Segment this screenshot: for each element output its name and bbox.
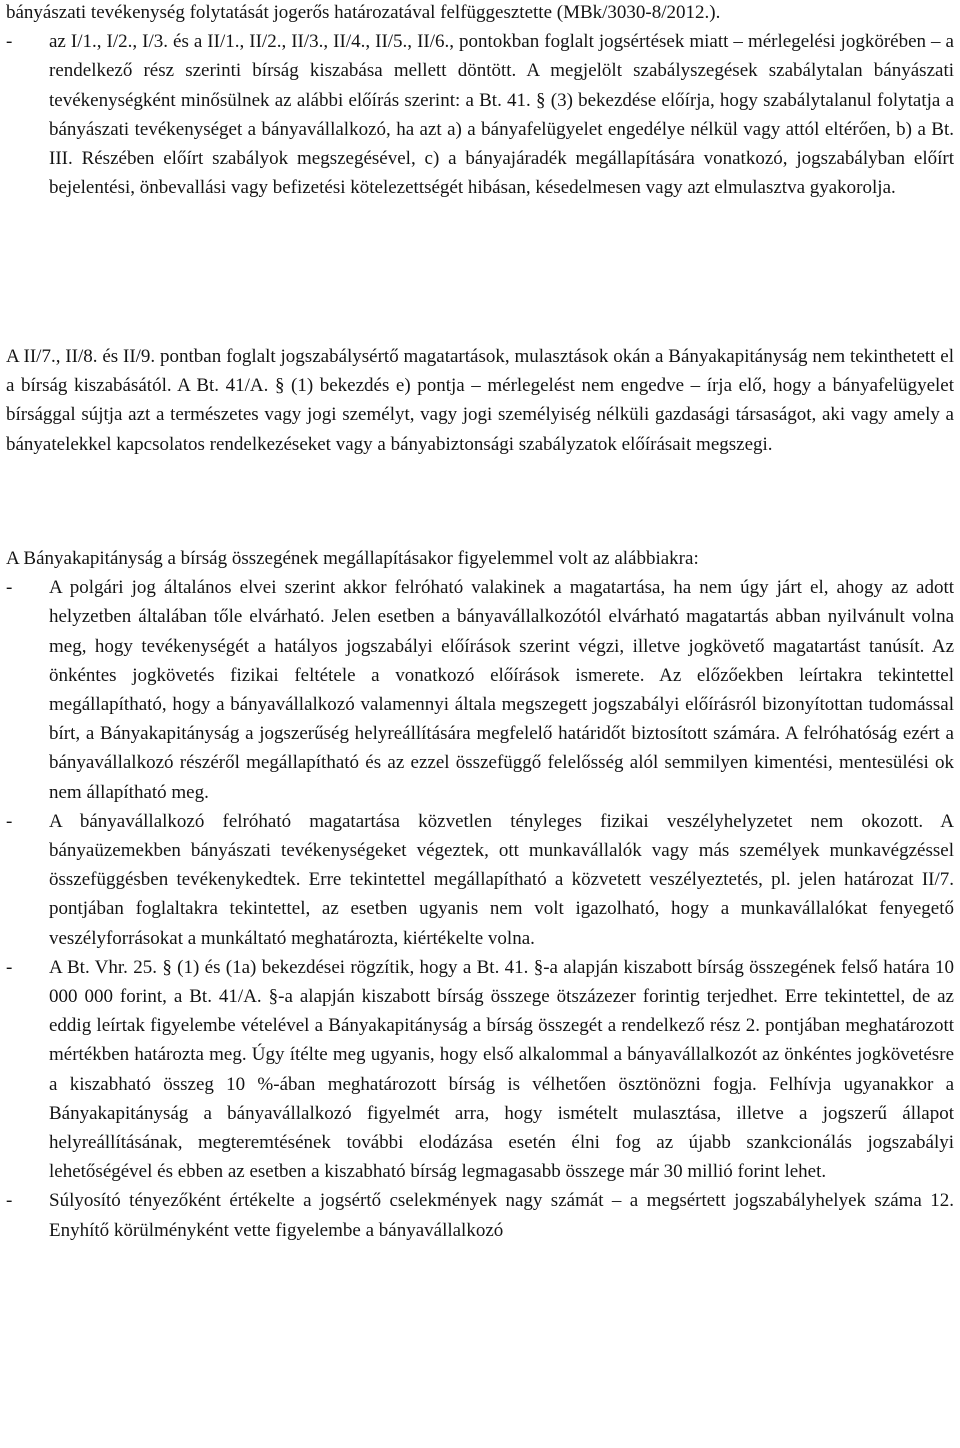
list-item-text: A polgári jog általános elvei szerint akkor felróható valakinek a magatartása, ha nem úgy járt el, ahogy az adott helyzetben általában tőle elvárható. Jelen esetben a bányavállalkozótól elvárható magatartás abban nyilvánult volna meg, hogy tevékenységét a hatályos jogszabályi előírások szerint végzi, illetve jogkövető magatartást tanúsít. Az önkéntes jogkövetés fizikai feltétele a vonatkozó előírások ismerete. Az előzőekben leírtakra tekintettel megállapítható, hogy a bányavállalkozó valamennyi általa megszegett jogszabályi előírásról bizonyítottan tudomással bírt, a Bányakapitányság a jogszerűség helyreállítására megfelelő határidőt biztosított számára. A felróhatóság ezért a bányavállalkozó részéről megállapítható és az ezzel összefüggő felelősség alól semmilyen kimentési, mentesülési ok nem állapítható meg. [49,577,954,803]
paragraph-3-lead: A Bányakapitányság a bírság összegének megállapításakor figyelemmel volt az alábbiakra: [6,548,699,569]
bullet-dash: - [6,956,13,978]
list-item [6,807,954,953]
list-item-text: A bányavállalkozó felróható magatartása közvetlen tényleges fizikai veszélyhelyzetet nem okozott. A bányaüzemekben bányászati tevékenységeket végeztek, ott munkavállalók vagy más személyek munkavégzéssel összefüggésben tevékenykedtek. Erre tekintettel megállapítható a közvetett veszélyeztetés, pl. jelen határozat II/7. pontjában foglaltakra tekintettel, az esetben ugyanis nem volt igazolható, hogy a munkavállalókat fenyegető veszélyforrásokat a munkáltató meghatározta, kiértékelte volna. [49,810,954,949]
bullet-dash: - [6,577,13,599]
intro-item-text: az I/1., I/2., I/3. és a II/1., II/2., II/3., II/4., II/5., II/6., pontokban foglalt jogsértések miatt – mérlegelési jogkörében – a rendelkező rész szerinti bírság kiszabása mellett döntött. A megjelölt szabályszegések szabálytalan bányászati tevékenységként minősülnek az alábbi előírás szerint: a Bt. 41. § (3) bekezdése előírja, hogy szabálytalanul folytatja a bányászati tevékenységet a bányavállalkozó, ha azt a) a bányafelügyelet engedélye nélkül vagy attól eltérően, b) a Bt. III. Részében előírt szabályok megszegésével, c) a bányajáradék megállapítására vonatkozó, jogszabályban előírt bejelentési, önbevallási vagy befizetési kötelezettségét hibásan, késedelmesen vagy azt elmulasztva gyakorolja. [49,31,954,199]
intro-section [6,0,954,202]
paragraph-2-text: A II/7., II/8. és II/9. pontban foglalt jogszabálysértő magatartások, mulasztások okán a Bányakapitányság nem tekinthetett el a bírság kiszabásától. A Bt. 41/A. § (1) bekezdés e) pontja – mérlegelést nem engedve – írja elő, hogy a bányafelügyelet bírsággal sújtja azt a természetes vagy jogi személyt, vagy jogi személyiség nélküli gazdasági társaságot, aki vagy amely a bányatelekkel kapcsolatos rendelkezéseket vagy a bányabiztonsági szabályzatok előírásait megszegi. [6,346,954,455]
list-item [6,953,954,1187]
list-item-text: A Bt. Vhr. 25. § (1) és (1a) bekezdései rögzítik, hogy a Bt. 41. §-a alapján kiszabott bírság összegének felső határa 10 000 000 forint, a Bt. 41/A. §-a alapján kiszabott bírság összege ötszázezer forintig terjedhet. Erre tekintettel, de az eddig leírtak figyelembe vételével a Bányakapitányság a bírság összegét a rendelkező rész 2. pontjában meghatározott mértékben határozta meg. Úgy ítélte meg ugyanis, hogy első alkalommal a bányavállalkozót az önkéntes jogkövetésre a kiszabható összeg 10 %-ában meghatározott bírság is vélhetően ösztönözni fogja. Felhívja ugyanakkor a Bányakapitányság a bányavállalkozó figyelmét arra, hogy ismételt mulasztása, illetve a jogszerű állapot helyreállításának, megteremtésének további elodázása esetén élni fog az újabb szankcionálás jogszabályi lehetőségével és ebben az esetben a kiszabható bírság legmagasabb összege már 30 millió forint lehet. [49,956,954,1183]
list-item-text: Súlyosító tényezőként értékelte a jogsértő cselekmények nagy számát – a megsértett jogszabályhelyek száma 12. Enyhítő körülményként vette figyelembe a bányavállalkozó [49,1190,954,1241]
list-item [6,1186,954,1244]
paragraph-3 [6,544,954,1245]
intro-continuation: bányászati tevékenység folytatását jogerős határozatával felfüggesztette (MBk/3030-8/2012.). [6,2,721,23]
bullet-dash: - [6,31,13,53]
bullet-dash: - [6,810,13,832]
bullet-dash: - [6,1190,13,1212]
intro-list-item [6,27,954,202]
list-item [6,573,954,807]
paragraph-2 [6,342,954,459]
